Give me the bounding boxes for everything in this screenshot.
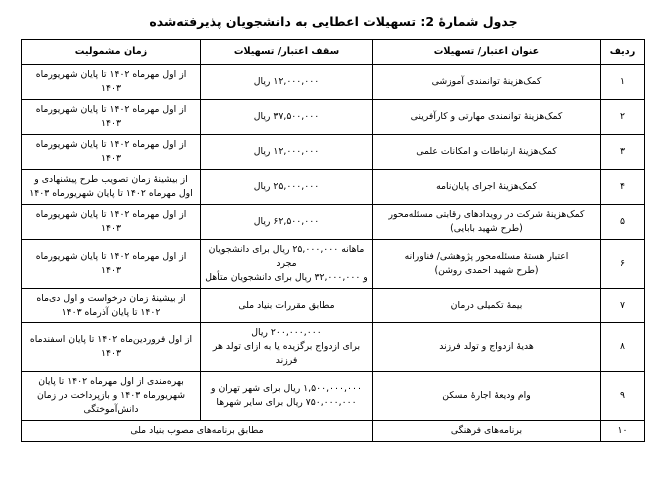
table-row	[22, 372, 645, 421]
table-row	[22, 65, 645, 100]
cell-ceiling-sub: ۷۵۰,۰۰۰,۰۰۰ ریال برای سایر شهرها	[216, 397, 357, 409]
cell-title-sub: (طرح شهید احمدی روشن)	[434, 264, 539, 276]
cell-row-no: ۳	[601, 135, 645, 170]
cell-title: هدیهٔ ازدواج و تولد فرزند	[373, 323, 601, 372]
cell-row-no: ۶	[601, 239, 645, 288]
cell-ceiling: ۶۲,۵۰۰,۰۰۰ ریال	[201, 204, 373, 239]
cell-duration: از بیشینهٔ زمان تصویب طرح پیشنهادی و اول مهرماه ۱۴۰۲ تا پایان شهریورماه ۱۴۰۳	[22, 170, 201, 205]
table-row	[22, 100, 645, 135]
column-header-duration: زمان مشمولیت	[22, 40, 201, 65]
cell-title: کمک‌هزینهٔ ارتباطات و امکانات علمی	[373, 135, 601, 170]
cell-ceiling-sub: برای ازدواج برگزیده یا به ازای تولد هر فرزند	[212, 341, 361, 367]
cell-row-no: ۷	[601, 288, 645, 323]
table-row	[22, 204, 645, 239]
cell-title: کمک‌هزینهٔ توانمندی مهارتی و کارآفرینی	[373, 100, 601, 135]
table-row	[22, 323, 645, 372]
column-header-ceiling: سقف اعتبار/ تسهیلات	[201, 40, 373, 65]
cell-title	[373, 204, 601, 239]
cell-row-no: ۸	[601, 323, 645, 372]
cell-ceiling-main: ماهانه ۲۵,۰۰۰,۰۰۰ ریال برای دانشجویان مجرد	[208, 243, 365, 269]
cell-ceiling: ۱۲,۰۰۰,۰۰۰ ریال	[201, 135, 373, 170]
column-header-title: عنوان اعتبار/ تسهیلات	[373, 40, 601, 65]
cell-duration: از اول فروردین‌ماه ۱۴۰۲ تا پایان اسفندماه ۱۴۰۳	[22, 323, 201, 372]
table-row	[22, 135, 645, 170]
table-header-row	[22, 40, 645, 65]
cell-title: وام ودیعهٔ اجارهٔ مسکن	[373, 372, 601, 421]
cell-merged-value: مطابق برنامه‌های مصوب بنیاد ملی	[22, 421, 373, 442]
cell-duration: از اول مهرماه ۱۴۰۲ تا پایان شهریورماه ۱۴۰۳	[22, 65, 201, 100]
cell-title: کمک‌هزینهٔ اجرای پایان‌نامه	[373, 170, 601, 205]
cell-row-no: ۱	[601, 65, 645, 100]
cell-ceiling: ۲۵,۰۰۰,۰۰۰ ریال	[201, 170, 373, 205]
cell-row-no: ۵	[601, 204, 645, 239]
table-row	[22, 421, 645, 442]
cell-title	[373, 239, 601, 288]
page-title: جدول شمارهٔ 2: تسهیلات اعطایی به دانشجویان پذیرفته‌شده	[149, 14, 518, 29]
cell-duration: از اول مهرماه ۱۴۰۲ تا پایان شهریورماه ۱۴۰۳	[22, 135, 201, 170]
cell-ceiling	[201, 323, 373, 372]
cell-ceiling: ۳۷,۵۰۰,۰۰۰ ریال	[201, 100, 373, 135]
cell-title: کمک‌هزینهٔ توانمندی آموزشی	[373, 65, 601, 100]
column-header-row-no: ردیف	[601, 40, 645, 65]
cell-duration: از بیشینهٔ زمان درخواست و اول دی‌ماه ۱۴۰۲ تا پایان آذرماه ۱۴۰۳	[22, 288, 201, 323]
cell-title-sub: (طرح شهید بابایی)	[450, 222, 523, 234]
cell-duration: از اول مهرماه ۱۴۰۲ تا پایان شهریورماه ۱۴۰۳	[22, 239, 201, 288]
cell-duration: از اول مهرماه ۱۴۰۲ تا پایان شهریورماه ۱۴۰۳	[22, 204, 201, 239]
cell-ceiling-main: ۱,۵۰۰,۰۰۰,۰۰۰ ریال برای شهر تهران و	[211, 383, 362, 395]
cell-ceiling: مطابق مقررات بنیاد ملی	[201, 288, 373, 323]
table-row	[22, 239, 645, 288]
cell-ceiling: ۱۲,۰۰۰,۰۰۰ ریال	[201, 65, 373, 100]
cell-duration: از اول مهرماه ۱۴۰۲ تا پایان شهریورماه ۱۴۰۳	[22, 100, 201, 135]
cell-title: بیمهٔ تکمیلی درمان	[373, 288, 601, 323]
table-row	[22, 170, 645, 205]
cell-title-main: اعتبار هستهٔ مسئله‌محور پژوهشی/ فناورانه	[404, 250, 569, 262]
cell-duration: بهره‌مندی از اول مهرماه ۱۴۰۲ تا پایان شهریورماه ۱۴۰۳ و بازپرداخت در زمان دانش‌آموختگی	[22, 372, 201, 421]
cell-row-no: ۴	[601, 170, 645, 205]
cell-title: برنامه‌های فرهنگی	[373, 421, 601, 442]
cell-ceiling	[201, 372, 373, 421]
cell-ceiling-sub: و ۳۲,۰۰۰,۰۰۰ ریال برای دانشجویان متأهل	[205, 271, 368, 283]
facilities-table	[21, 39, 645, 442]
cell-row-no: ۲	[601, 100, 645, 135]
cell-ceiling	[201, 239, 373, 288]
cell-row-no: ۱۰	[601, 421, 645, 442]
table-row	[22, 288, 645, 323]
cell-row-no: ۹	[601, 372, 645, 421]
cell-ceiling-main: ۲۰۰,۰۰۰,۰۰۰ ریال	[251, 327, 322, 339]
cell-title-main: کمک‌هزینهٔ شرکت در رویدادهای رقابتی مسئله‌محور	[388, 208, 585, 220]
